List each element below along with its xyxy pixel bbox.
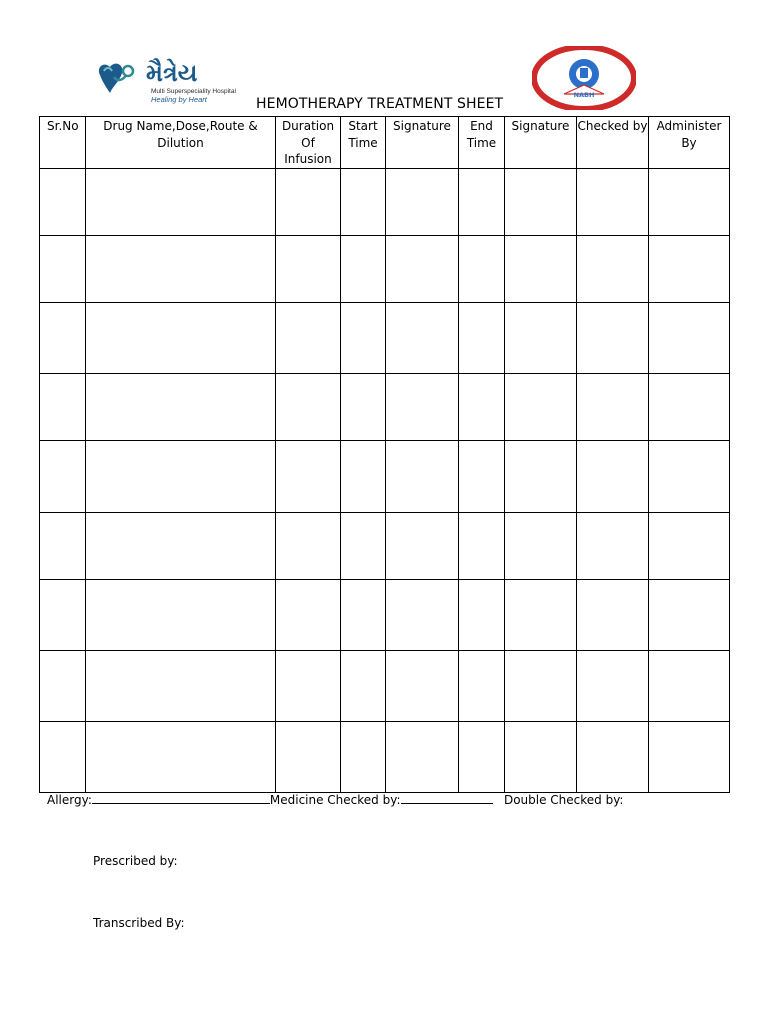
col-header-start-time: Start Time <box>341 117 386 169</box>
table-cell[interactable] <box>276 440 341 512</box>
table-cell[interactable] <box>341 579 386 650</box>
nabh-logo <box>532 46 636 110</box>
table-cell[interactable] <box>649 440 730 512</box>
brand-tagline: Healing by Heart <box>151 95 207 104</box>
treatment-table <box>39 116 730 793</box>
col-header-signature-2: Signature <box>505 117 577 169</box>
col-header-duration: Duration Of Infusion <box>276 117 341 169</box>
table-cell[interactable] <box>505 440 577 512</box>
table-cell[interactable] <box>386 235 459 302</box>
col-header-checked-by: Checked by <box>577 117 649 169</box>
table-cell[interactable] <box>341 235 386 302</box>
medicine-checked-label: Medicine Checked by: <box>269 793 401 807</box>
table-cell[interactable] <box>86 721 276 792</box>
table-cell[interactable] <box>86 373 276 440</box>
table-cell[interactable] <box>40 650 86 721</box>
table-cell[interactable] <box>341 440 386 512</box>
table-row <box>40 235 730 302</box>
table-cell[interactable] <box>505 235 577 302</box>
table-cell[interactable] <box>276 650 341 721</box>
heart-stethoscope-icon <box>94 51 244 107</box>
table-cell[interactable] <box>276 373 341 440</box>
table-cell[interactable] <box>649 579 730 650</box>
table-cell[interactable] <box>577 168 649 235</box>
table-cell[interactable] <box>649 235 730 302</box>
table-cell[interactable] <box>86 512 276 579</box>
table-cell[interactable] <box>40 302 86 373</box>
table-cell[interactable] <box>386 168 459 235</box>
table-cell[interactable] <box>649 373 730 440</box>
table-cell[interactable] <box>505 168 577 235</box>
table-cell[interactable] <box>341 650 386 721</box>
table-cell[interactable] <box>386 373 459 440</box>
table-cell[interactable] <box>86 235 276 302</box>
table-cell[interactable] <box>86 650 276 721</box>
col-header-end-time: End Time <box>459 117 505 169</box>
table-cell[interactable] <box>386 512 459 579</box>
table-cell[interactable] <box>276 235 341 302</box>
table-cell[interactable] <box>386 579 459 650</box>
table-cell[interactable] <box>276 721 341 792</box>
table-cell[interactable] <box>386 440 459 512</box>
table-cell[interactable] <box>40 235 86 302</box>
allergy-field[interactable] <box>92 792 270 804</box>
table-cell[interactable] <box>505 373 577 440</box>
table-cell[interactable] <box>276 512 341 579</box>
col-header-administer-by: Administer By <box>649 117 730 169</box>
table-cell[interactable] <box>649 650 730 721</box>
col-header-sr-no: Sr.No <box>40 117 86 169</box>
table-cell[interactable] <box>459 650 505 721</box>
table-header-row <box>40 117 730 169</box>
table-cell[interactable] <box>649 302 730 373</box>
table-cell[interactable] <box>459 721 505 792</box>
table-cell[interactable] <box>341 721 386 792</box>
table-cell[interactable] <box>505 650 577 721</box>
brand-name: મૈત્રેય <box>146 59 198 87</box>
table-cell[interactable] <box>86 168 276 235</box>
table-cell[interactable] <box>86 579 276 650</box>
double-checked-label: Double Checked by: <box>503 793 624 807</box>
table-cell[interactable] <box>276 579 341 650</box>
hospital-logo <box>94 51 244 107</box>
table-cell[interactable] <box>40 579 86 650</box>
table-cell[interactable] <box>459 579 505 650</box>
table-cell[interactable] <box>577 373 649 440</box>
table-cell[interactable] <box>577 721 649 792</box>
table-row <box>40 721 730 792</box>
accreditation-status: ACCREDITED <box>572 101 596 105</box>
table-cell[interactable] <box>459 302 505 373</box>
col-header-drug: Drug Name,Dose,Route & Dilution <box>86 117 276 169</box>
page-title: HEMOTHERAPY TREATMENT SHEET <box>256 96 504 112</box>
table-row <box>40 650 730 721</box>
table-cell[interactable] <box>276 168 341 235</box>
table-cell[interactable] <box>577 650 649 721</box>
table-cell[interactable] <box>386 650 459 721</box>
table-cell[interactable] <box>459 373 505 440</box>
table-cell[interactable] <box>577 302 649 373</box>
table-cell[interactable] <box>40 721 86 792</box>
table-cell[interactable] <box>341 512 386 579</box>
table-cell[interactable] <box>577 235 649 302</box>
table-cell[interactable] <box>505 579 577 650</box>
allergy-label: Allergy: <box>47 793 92 807</box>
table-cell[interactable] <box>459 440 505 512</box>
table-cell[interactable] <box>276 302 341 373</box>
table-cell[interactable] <box>341 302 386 373</box>
table-cell[interactable] <box>86 440 276 512</box>
accreditation-name: NABH <box>573 91 595 99</box>
table-cell[interactable] <box>459 235 505 302</box>
table-row <box>40 373 730 440</box>
table-row <box>40 440 730 512</box>
table-cell[interactable] <box>577 512 649 579</box>
table-cell[interactable] <box>649 721 730 792</box>
table-cell[interactable] <box>649 512 730 579</box>
footer-signoff-line <box>47 792 623 807</box>
table-row <box>40 168 730 235</box>
table-cell[interactable] <box>386 721 459 792</box>
table-cell[interactable] <box>577 579 649 650</box>
table-cell[interactable] <box>505 512 577 579</box>
table-cell[interactable] <box>40 512 86 579</box>
table-cell[interactable] <box>459 168 505 235</box>
table-cell[interactable] <box>577 440 649 512</box>
table-row <box>40 302 730 373</box>
brand-subtitle: Multi Superspeciality Hospital <box>151 88 236 95</box>
table-cell[interactable] <box>40 168 86 235</box>
table-cell[interactable] <box>86 302 276 373</box>
table-cell[interactable] <box>40 373 86 440</box>
transcribed-label: Transcribed By: <box>93 916 185 930</box>
table-row <box>40 512 730 579</box>
nabh-seal-icon <box>532 46 636 110</box>
table-cell[interactable] <box>386 302 459 373</box>
medicine-checked-field[interactable] <box>401 792 493 804</box>
table-cell[interactable] <box>649 168 730 235</box>
table-cell[interactable] <box>40 440 86 512</box>
table-cell[interactable] <box>459 512 505 579</box>
table-cell[interactable] <box>505 302 577 373</box>
col-header-signature-1: Signature <box>386 117 459 169</box>
accreditation-arc-text: PATIENT SAFETY & QUALITY OF CARE <box>540 52 627 79</box>
table-cell[interactable] <box>505 721 577 792</box>
table-cell[interactable] <box>341 168 386 235</box>
table-cell[interactable] <box>341 373 386 440</box>
table-row <box>40 579 730 650</box>
prescribed-label: Prescribed by: <box>93 854 178 868</box>
